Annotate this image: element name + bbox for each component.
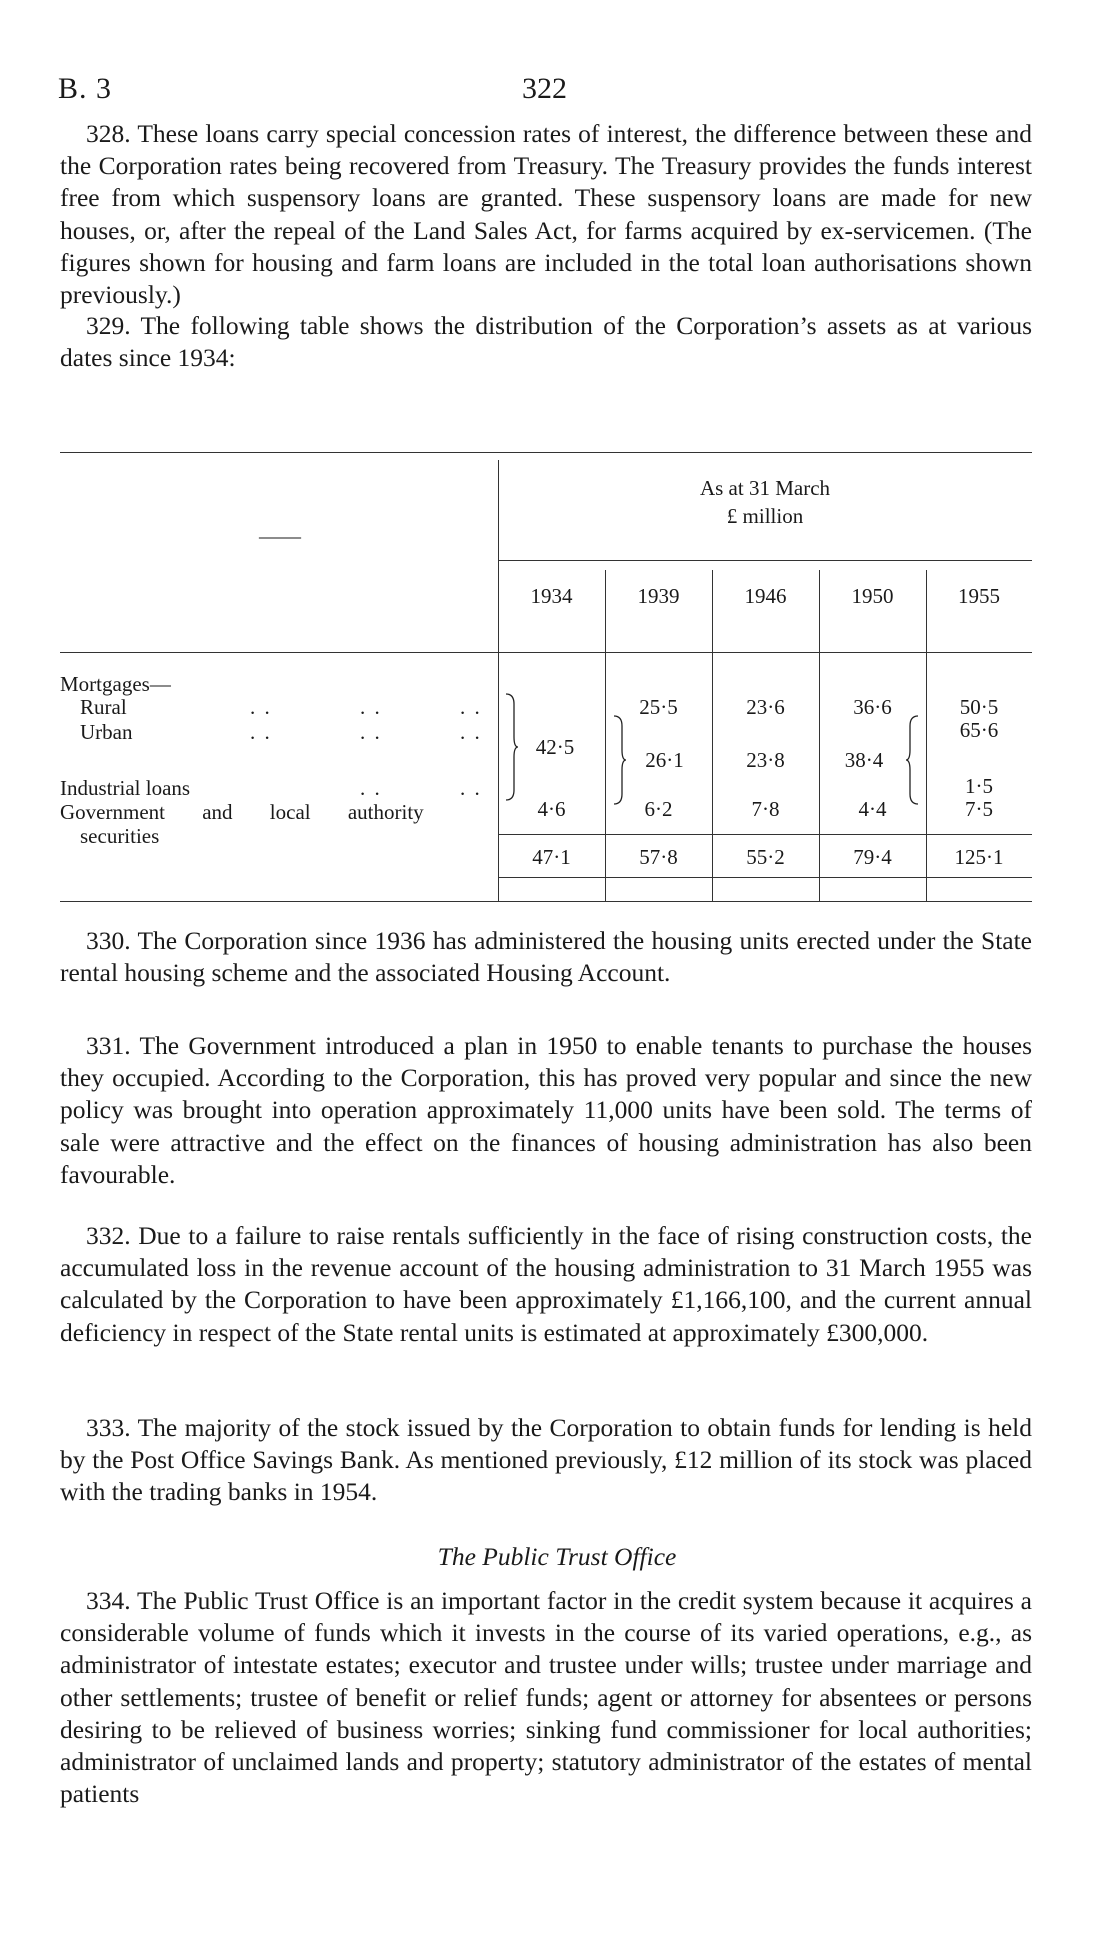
- column-group-unit: £ million: [726, 504, 804, 528]
- row-label-industrial: Industrial loans: [60, 776, 191, 800]
- paragraph-331: 331. The Government introduced a plan in 1950 to enable tenants to purchase the houses they occupied. According to the Corporation, this has proved very popular and since the new policy was brought into operation approximately 11,000 units have been sold. The terms of sale were attractive and the effect on the finances of housing administration has also been favourable.: [60, 1031, 1032, 1189]
- leader-dots: . .: [360, 776, 382, 800]
- total-1950: 79·4: [853, 845, 892, 869]
- leader-dots: . .: [360, 695, 382, 719]
- year-header-1939: 1939: [637, 584, 680, 608]
- total-1955: 125·1: [954, 845, 1004, 869]
- value-1934-government: 4·6: [537, 797, 566, 821]
- paragraph-330: 330. The Corporation since 1936 has administered the housing units erected under the State rental housing scheme and the associated Housing Account.: [60, 926, 1032, 988]
- row-label-rural: Rural: [80, 695, 127, 719]
- value-1955-government: 7·5: [965, 797, 993, 821]
- value-1955-urban: 65·6: [959, 718, 999, 742]
- total-top-rule: [498, 834, 1032, 835]
- value-1955-industrial: 1·5: [965, 774, 993, 798]
- section-heading: The Public Trust Office: [437, 1542, 677, 1571]
- paragraph-333: 333. The majority of the stock issued by the Corporation to obtain funds for lending is held by the Post Office Savings Bank. As mentioned previously, £12 million of its stock was placed with the trading banks in 1954.: [60, 1413, 1032, 1507]
- leader-dots: . .: [250, 695, 272, 719]
- assets-table: [60, 452, 1032, 902]
- page-number: 322: [522, 72, 567, 105]
- year-header-1934: 1934: [530, 584, 573, 608]
- value-1950-rural: 36·6: [853, 695, 892, 719]
- paragraph-328: 328. These loans carry special concession rates of interest, the difference between these and the Corporation rates being recovered from Treasury. The Treasury provides the funds interest free from which suspensory loans are granted. These suspensory loans are made for new houses, or, after the repeal of the Land Sales Act, for farms acquired by ex-servicemen. (The figures shown for housing and farm loans are included in the total loan authorisations shown previously.): [60, 119, 1032, 310]
- year-header-1955: 1955: [958, 584, 1000, 608]
- total-1946: 55·2: [746, 845, 785, 869]
- table-bottom-rule: [60, 901, 1032, 902]
- total-1934: 47·1: [532, 845, 571, 869]
- table-top-rule: [60, 452, 1032, 453]
- value-1946-government: 7·8: [751, 797, 780, 821]
- leader-dots: . .: [360, 720, 382, 744]
- paragraph-329: 329. The following table shows the distribution of the Corporation’s assets as at various dates since 1934:: [60, 311, 1032, 373]
- row-label-securities: securities: [80, 824, 160, 848]
- row-label-mortgages: Mortgages—: [60, 672, 171, 696]
- paragraph-332: 332. Due to a failure to raise rentals sufficiently in the face of rising construction costs, the accumulated loss in the revenue account of the housing administration to 31 March 1955 was calculated by the Corporation to have been approximately £1,166,100, and the current annual deficiency in respect of the State rental units is estimated at approximately £300,000.: [60, 1221, 1032, 1347]
- leader-dots: . .: [460, 695, 482, 719]
- year-header-1946: 1946: [744, 584, 787, 608]
- total-1939: 57·8: [639, 845, 678, 869]
- value-1939-urban-industrial: 26·1: [645, 748, 684, 772]
- value-1946-urban: 23·8: [746, 748, 785, 772]
- stub-header: ——: [259, 524, 301, 548]
- value-1939-government: 6·2: [644, 797, 673, 821]
- leader-dots: . .: [460, 776, 482, 800]
- value-1950-government: 4·4: [858, 797, 887, 821]
- paragraph-334: 334. The Public Trust Office is an important factor in the credit system because it acquires a considerable volume of funds which it invests in the course of its varied operations, e.g., as administrator of intestate estates; executor and trustee under wills; trustee under marriage and other settlements; trustee of benefit or relief funds; agent or attorney for absentees or persons desiring to be relieved of business worries; sinking fund commissioner for local authorities; administrator of unclaimed lands and property; statutory administrator of the estates of mental patients: [60, 1586, 1032, 1809]
- total-bottom-rule: [498, 877, 1032, 878]
- year-header-1950: 1950: [851, 584, 894, 608]
- row-label-government: Government and local authority: [60, 800, 424, 824]
- value-1939-rural: 25·5: [639, 695, 678, 719]
- value-1934-mortgages: 42·5: [535, 735, 575, 759]
- column-group-header: As at 31 March: [699, 476, 831, 500]
- leader-dots: . .: [250, 720, 272, 744]
- document-reference: B. 3: [58, 72, 113, 105]
- value-1955-rural: 50·5: [959, 695, 999, 719]
- header-bottom-rule: [60, 652, 1032, 653]
- row-label-urban: Urban: [80, 720, 133, 744]
- value-1950-urban-industrial: 38·4: [844, 748, 884, 772]
- header-divider-rule: [498, 560, 1032, 561]
- value-1946-rural: 23·6: [746, 695, 785, 719]
- leader-dots: . .: [460, 720, 482, 744]
